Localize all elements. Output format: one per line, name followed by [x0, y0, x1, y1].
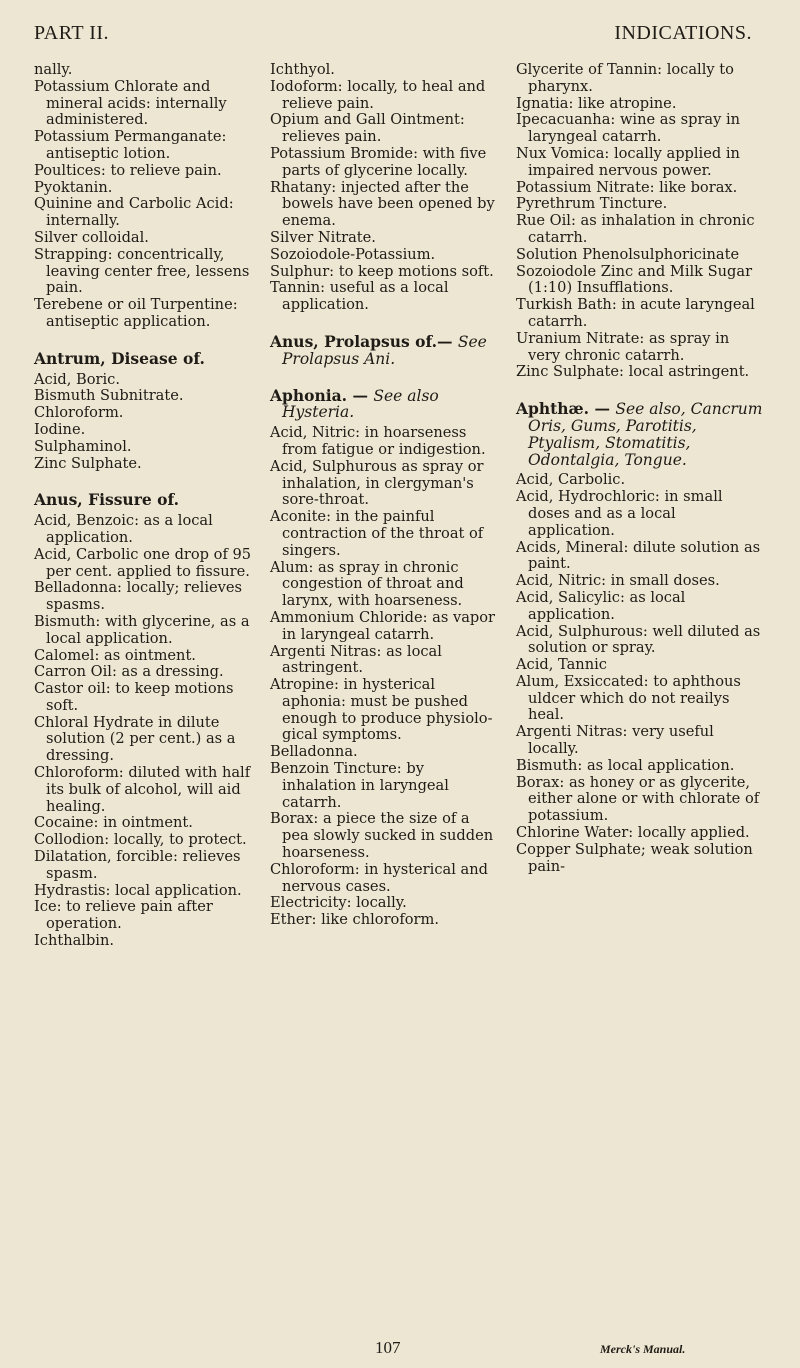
heading-text: Anus, Prolapsus of.—	[270, 331, 453, 351]
entry-text: Atropine: in hysterical aphonia: must be pushed enough to produce physiological symptoms.	[270, 676, 493, 744]
entry	[270, 264, 500, 281]
cross-reference: See also Hysteria.	[282, 386, 439, 422]
entry-text: Sozoiodole-Potassium.	[270, 245, 436, 263]
entry-text: Sulphur: to keep motions soft.	[270, 262, 494, 280]
entry-text: Argenti Nitras: very useful locally.	[516, 723, 714, 758]
entry	[516, 264, 764, 298]
entry-text: Borax: a piece the size of a pea slowly sucked in sudden hoarseness.	[270, 810, 494, 862]
entry-text: Ichthyol.	[270, 61, 335, 78]
entry	[34, 899, 256, 933]
entry	[270, 146, 500, 180]
heading-text: Anus, Fissure of.	[34, 490, 179, 510]
entry	[516, 724, 764, 758]
entry	[516, 364, 764, 381]
entry	[270, 761, 500, 811]
entry	[516, 96, 764, 113]
entry	[270, 425, 500, 459]
entry-text: Chlorine Water: locally applied.	[516, 824, 750, 842]
entry-text: Acid, Hydrochloric: in small doses and as a local application.	[516, 488, 723, 539]
entry-text: Turkish Bath: in acute laryngeal catarrh.	[516, 296, 755, 330]
entry	[270, 811, 500, 861]
entry-text: Belladonna: locally; relieves spasms.	[34, 579, 242, 614]
entry-text: Carron Oil: as a dressing.	[34, 663, 224, 681]
entry-text: Bismuth: as local application.	[516, 756, 735, 774]
entry-text: Acid, Boric.	[34, 370, 120, 388]
page-footer	[0, 1338, 800, 1362]
entry-text: Ether: like chloroform.	[270, 911, 439, 929]
entry-text: Chloroform: diluted with half its bulk of alcohol, will aid healing.	[34, 764, 251, 815]
entry-text: Acid, Carbolic one drop of 95 per cent. applied to fissure.	[34, 545, 252, 580]
entry-text: Bismuth Subnitrate.	[34, 387, 184, 405]
entry-text: Zinc Sulphate: local astringent.	[516, 363, 750, 381]
entry	[516, 297, 764, 331]
entry-text: Opium and Gall Ointment: relieves pain.	[270, 111, 465, 146]
entry	[516, 775, 764, 825]
entry-text: Acid, Nitric: in hoarseness from fatigue or indigestion.	[270, 424, 486, 458]
section-heading	[270, 331, 500, 368]
entry	[34, 715, 256, 765]
entry	[270, 459, 500, 509]
entry-text: Zinc Sulphate.	[34, 454, 142, 472]
entry-text: Iodoform: locally, to heal and relieve pain.	[270, 77, 486, 112]
entry-text: Ichthalbin.	[34, 932, 115, 950]
entry-text: Pyoktanin.	[34, 178, 113, 196]
section-heading	[34, 348, 256, 368]
entry	[270, 509, 500, 559]
entry	[34, 614, 256, 648]
entry-text: Argenti Nitras: as local astringent.	[270, 642, 442, 677]
entry-text: Chloroform.	[34, 404, 124, 422]
entry-text: Alum: as spray in chronic congestion of throat and larynx, with hoarseness.	[270, 558, 464, 610]
entry	[516, 573, 764, 590]
entry-text: Calomel: as ointment.	[34, 646, 196, 664]
entry-text: Ice: to relieve pain after operation.	[34, 898, 213, 933]
entry	[516, 758, 764, 775]
entry-text: Rhatany: injected after the bowels have been opened by enema.	[270, 178, 495, 230]
entry	[34, 79, 256, 129]
entry-text: Ignatia: like atropine.	[516, 94, 677, 112]
entry	[34, 580, 256, 614]
entry-text: Nux Vomica: locally applied in impaired nervous power.	[516, 144, 740, 179]
entry	[34, 62, 256, 79]
heading-text: Antrum, Disease of.	[34, 348, 205, 368]
entry	[270, 112, 500, 146]
entry-text: Potassium Permanganate: antiseptic lotion.	[34, 128, 227, 162]
entry	[34, 422, 256, 439]
entry	[516, 146, 764, 180]
entry-text: Uranium Nitrate: as spray in very chronic catarrh.	[516, 329, 730, 364]
section-heading	[34, 492, 256, 509]
entry	[270, 912, 500, 929]
entry-text: Sozoiodole Zinc and Milk Sugar (1:10) Insufflations.	[516, 262, 753, 297]
cross-reference: See Prolapsus Ani.	[282, 332, 487, 368]
entry	[516, 825, 764, 842]
entry-text: Acid, Sulphurous: well diluted as solution or spray.	[516, 622, 761, 657]
entry-text: Cocaine: in ointment.	[34, 814, 193, 832]
entry	[516, 489, 764, 539]
entry	[270, 644, 500, 678]
entry	[34, 815, 256, 832]
entry-text: Strapping: concentrically, leaving center free, lessens pain.	[34, 245, 250, 297]
entry	[34, 933, 256, 950]
entry-text: Silver Nitrate.	[270, 228, 376, 246]
entry	[270, 744, 500, 761]
entry	[270, 895, 500, 912]
entry-text: Acid, Tannic	[516, 656, 607, 674]
entry-text: Borax: as honey or as glycerite, either alone or with chlorate of potassium.	[516, 773, 760, 825]
entry	[270, 79, 500, 113]
entry-text: Acids, Mineral: dilute solution as paint.	[516, 538, 761, 573]
entry-text: Poultices: to relieve pain.	[34, 161, 222, 179]
entry	[270, 280, 500, 314]
entry-text: Terebene or oil Turpentine: antiseptic application.	[34, 296, 238, 330]
entry-text: Potassium Bromide: with five parts of glycerine locally.	[270, 144, 487, 179]
section-heading	[270, 385, 500, 422]
column-1	[34, 62, 256, 950]
cross-reference: See also, Cancrum Oris, Gums, Parotitis, Ptyalism, Stomatitis, Odontalgia, Tongue.	[528, 400, 763, 469]
entry-text: Sulphaminol.	[34, 437, 132, 455]
entry-text: Rue Oil: as inhalation in chronic catarrh.	[516, 212, 755, 246]
entry-text: Belladonna.	[270, 743, 358, 761]
entry	[34, 883, 256, 900]
entry-text: Hydrastis: local application.	[34, 881, 242, 899]
page-number: 107	[375, 1338, 401, 1357]
entry	[34, 163, 256, 180]
entry-text: Copper Sulphate; weak solution pain-	[516, 840, 753, 875]
entry-text: Ammonium Chloride: as vapor in laryngeal catarrh.	[270, 608, 496, 643]
entry-text: Dilatation, forcible: relieves spasm.	[34, 848, 241, 882]
entry	[34, 405, 256, 422]
entry	[516, 624, 764, 658]
entry	[34, 765, 256, 815]
entry	[516, 112, 764, 146]
entry-text: Acid, Nitric: in small doses.	[516, 572, 720, 590]
entry-text: nally.	[34, 61, 73, 78]
entry	[270, 862, 500, 896]
entry	[270, 677, 500, 744]
entry-text: Solution Phenolsulphoricinate	[516, 245, 740, 263]
entry	[34, 456, 256, 473]
publisher-mark: Merck's Manual.	[600, 1342, 686, 1356]
entry-text: Potassium Nitrate: like borax.	[516, 178, 738, 196]
entry-text: Quinine and Carbolic Acid: internally.	[34, 195, 234, 230]
heading-text: Aphonia. —	[270, 385, 368, 405]
entry	[516, 331, 764, 365]
entry	[34, 230, 256, 247]
entry	[270, 180, 500, 230]
entry-text: Glycerite of Tannin: locally to pharynx.	[516, 61, 734, 95]
entry	[34, 180, 256, 197]
entry-text: Ipecacuanha: wine as spray in laryngeal catarrh.	[516, 111, 741, 146]
entry	[34, 664, 256, 681]
entry-text: Pyrethrum Tincture.	[516, 195, 668, 213]
entry-text: Benzoin Tincture: by inhalation in laryngeal catarrh.	[270, 760, 449, 811]
column-2	[270, 62, 500, 929]
entry-text: Acid, Sulphurous as spray or inhalation, in clergyman's sore-throat.	[270, 457, 484, 509]
entry	[34, 648, 256, 665]
column-3	[516, 62, 764, 875]
entry	[270, 610, 500, 644]
entry-text: Potassium Chlorate and mineral acids: internally administered.	[34, 77, 227, 129]
entry	[516, 472, 764, 489]
entry-text: Electricity: locally.	[270, 894, 407, 912]
entry-text: Aconite: in the painful contraction of the throat of singers.	[270, 508, 484, 559]
heading-text: Aphthæ. —	[516, 399, 610, 419]
entry	[516, 540, 764, 574]
entry	[34, 849, 256, 883]
entry-text: Alum, Exsiccated: to aphthous uldcer which do not reailys heal.	[516, 672, 741, 724]
entry-text: Collodion: locally, to protect.	[34, 831, 247, 849]
entry	[34, 247, 256, 297]
entry	[34, 297, 256, 331]
entry-text: Bismuth: with glycerine, as a local application.	[34, 612, 250, 647]
entry-text: Castor oil: to keep motions soft.	[34, 680, 234, 714]
entry	[516, 842, 764, 876]
entry	[34, 681, 256, 715]
entry	[516, 657, 764, 674]
entry	[516, 213, 764, 247]
entry-text: Acid, Benzoic: as a local application.	[34, 512, 213, 546]
entry	[34, 439, 256, 456]
entry	[270, 62, 500, 79]
section-heading	[516, 401, 764, 468]
entry	[516, 62, 764, 96]
entry	[516, 180, 764, 197]
entry	[516, 590, 764, 624]
entry-text: Silver colloidal.	[34, 228, 149, 246]
entry-text: Tannin: useful as a local application.	[270, 279, 449, 314]
entry	[34, 832, 256, 849]
entry-text: Chloroform: in hysterical and nervous cases.	[270, 860, 488, 895]
entry	[34, 372, 256, 389]
entry	[34, 129, 256, 163]
entry-text: Iodine.	[34, 420, 86, 438]
entry-text: Acid, Carbolic.	[516, 471, 626, 489]
entry-text: Acid, Salicylic: as local application.	[516, 588, 686, 623]
entry	[270, 560, 500, 610]
entry	[270, 230, 500, 247]
entry	[516, 196, 764, 213]
entry	[34, 388, 256, 405]
entry	[270, 247, 500, 264]
running-head-left: PART II.	[34, 22, 110, 44]
entry	[34, 196, 256, 230]
entry	[34, 513, 256, 547]
entry	[516, 674, 764, 724]
running-head-right: INDICATIONS.	[614, 22, 752, 44]
entry-text: Chloral Hydrate in dilute solution (2 per cent.) as a dressing.	[34, 713, 236, 765]
entry	[34, 547, 256, 581]
entry	[516, 247, 764, 264]
